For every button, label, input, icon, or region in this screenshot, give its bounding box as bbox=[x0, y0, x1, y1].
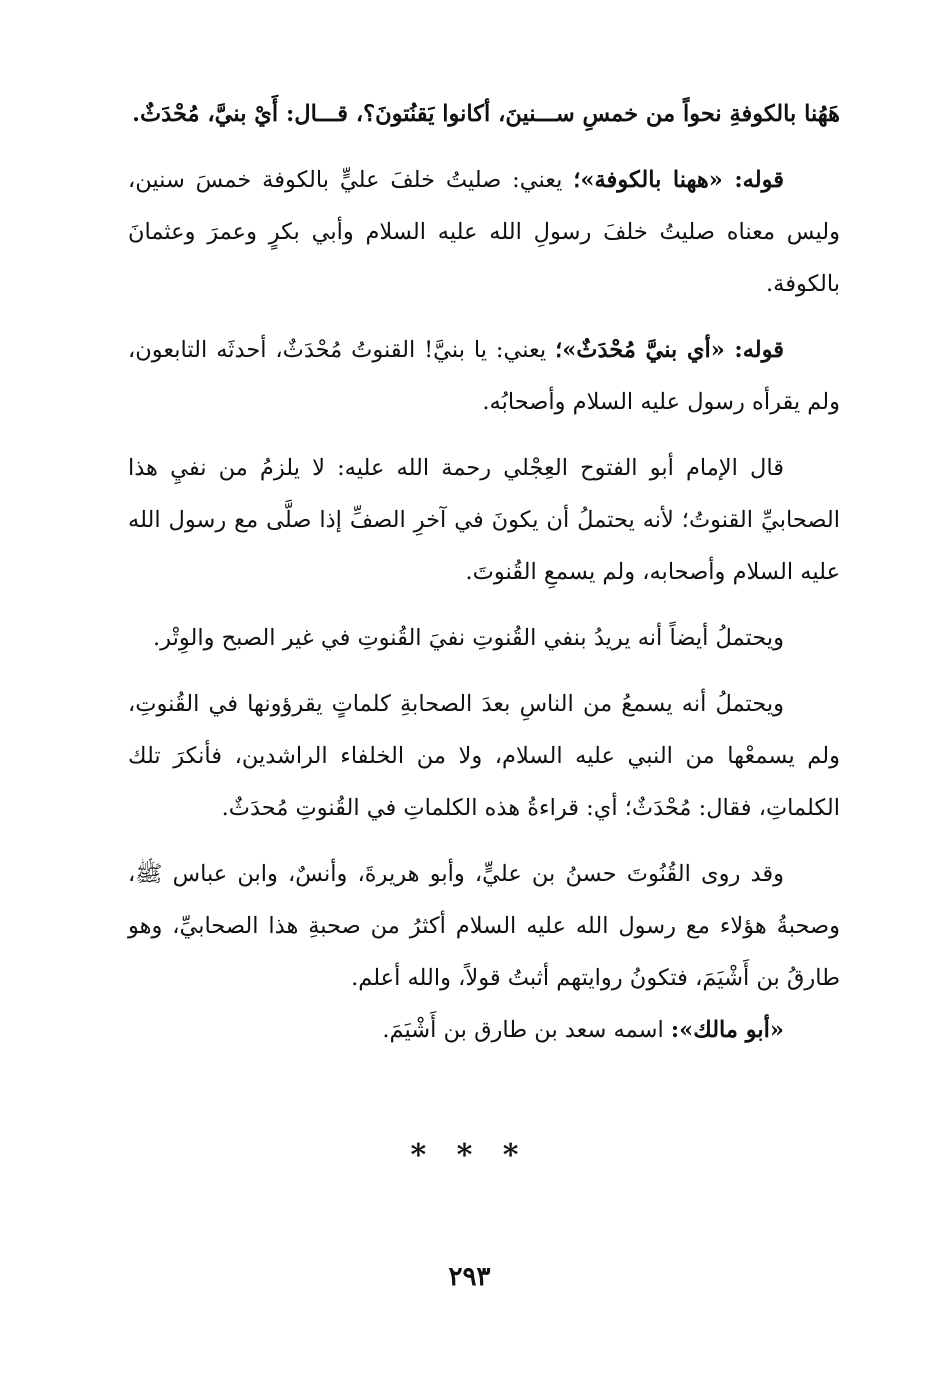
paragraph-1 bbox=[128, 88, 840, 140]
page-number: ٢٩٣ bbox=[448, 1262, 491, 1292]
paragraph-2-text: يعني: صليتُ خلفَ عليٍّ بالكوفة خمسَ سنين، وليس معناه صليتُ خلفَ رسولِ الله عليه السلام وأبي بكرٍ وعمرَ وعثمانَ بالكوفة. bbox=[128, 167, 840, 297]
paragraph-8-text: اسمه سعد بن طارق بن أَشْيَمَ. bbox=[382, 1017, 671, 1043]
paragraph-3-lead: قوله: «أي بنيَّ مُحْدَثٌ»؛ bbox=[555, 337, 784, 363]
paragraph-2 bbox=[128, 154, 840, 310]
paragraph-8 bbox=[128, 1004, 840, 1056]
section-divider: * * * bbox=[410, 1138, 529, 1173]
paragraph-3 bbox=[128, 324, 840, 428]
paragraph-7 bbox=[128, 848, 840, 1004]
paragraph-6-text: ويحتملُ أنه يسمعُ من الناسِ بعدَ الصحابةِ كلماتٍ يقرؤونها في القُنوتِ، ولم يسمعْها من النبي عليه السلام، ولا من الخلفاء الراشدين، فأنكرَ تلك الكلماتِ، فقال: مُحْدَثٌ؛ أي: قراءةُ هذه الكلماتِ في القُنوتِ مُحدَثٌ. bbox=[128, 691, 840, 821]
paragraph-2-lead: قوله: «ههنا بالكوفة»؛ bbox=[573, 167, 784, 193]
paragraph-6 bbox=[128, 678, 840, 834]
paragraph-3-text: يعني: يا بنيَّ! القنوتُ مُحْدَثٌ، أحدثَه التابعون، ولم يقرأه رسول عليه السلام وأصحابُه. bbox=[128, 337, 840, 415]
paragraph-4 bbox=[128, 442, 840, 598]
paragraph-4-text: قال الإمام أبو الفتوح العِجْلي رحمة الله عليه: لا يلزمُ من نفيِ هذا الصحابيِّ القنوتُ؛ لأنه يحتملُ أن يكونَ في آخرِ الصفِّ إذا صلَّى مع رسول الله عليه السلام وأصحابه، ولم يسمعِ القُنوتَ. bbox=[128, 455, 840, 585]
paragraph-7-text: وقد روى القُنُوتَ حسنُ بن عليٍّ، وأبو هريرةَ، وأنسٌ، وابن عباس ﷺ، وصحبةُ هؤلاء مع رسول الله عليه السلام أكثرُ من صحبةِ هذا الصحابيِّ، وهو طارقُ بن أَشْيَمَ، فتكونُ روايتهم أثبتُ قولاً، والله أعلم. bbox=[128, 861, 840, 991]
paragraph-8-lead: «أبو مالك»: bbox=[670, 1017, 784, 1043]
page-body bbox=[128, 88, 840, 1056]
paragraph-1-text: هَهُنا بالكوفةِ نحواً من خمسِ ســـنينَ، أكانوا يَقنُتونَ؟، قـــال: أَيْ بنيَّ، مُحْدَثٌ. bbox=[132, 101, 840, 127]
paragraph-5-text: ويحتملُ أيضاً أنه يريدُ بنفي القُنوتِ نفيَ القُنوتِ في غير الصبح والوِتْر. bbox=[153, 625, 784, 651]
paragraph-5 bbox=[128, 612, 840, 664]
